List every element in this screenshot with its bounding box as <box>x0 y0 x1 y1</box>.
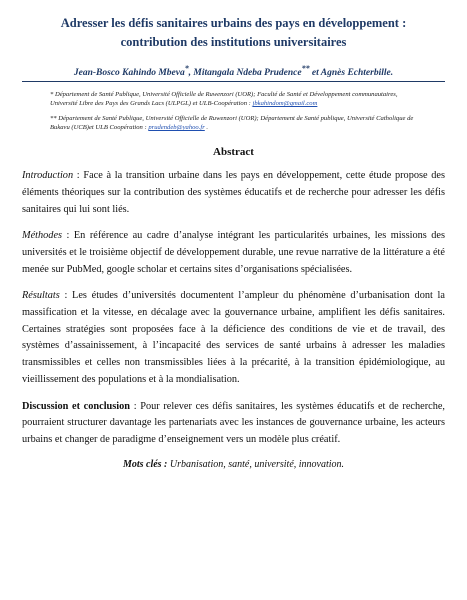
affiliation-1 <box>50 90 425 108</box>
discussion-label: Discussion et conclusion <box>22 400 131 412</box>
author-1: Jean-Bosco Kahindo Mbeva <box>73 68 185 79</box>
abstract-introduction <box>22 168 445 218</box>
author-2: Mitangala Ndeba Prudence <box>193 68 302 79</box>
affiliation-2 <box>50 114 425 132</box>
introduction-label: Introduction <box>22 170 74 182</box>
author-sep-1: , <box>188 68 194 79</box>
author-divider <box>22 81 445 82</box>
abstract-discussion <box>22 399 445 449</box>
author-list <box>22 63 445 79</box>
title-line-1: Adresser les défis sanitaires urbains des pays en développement : <box>60 16 407 30</box>
abstract-methodes <box>22 228 445 278</box>
abstract-heading: Abstract <box>213 146 254 159</box>
author-1-mark: * <box>184 64 189 73</box>
affiliation-1-email-link[interactable]: jbkahindom@gmail.com <box>252 100 318 108</box>
introduction-text: : Face à la transition urbaine dans les pays en développement, cette étude propose des éléments théoriques sur la contribution des systèmes éducatifs et de recherche pour adresser les défis sanitaires qui lui sont liés. <box>22 170 445 215</box>
keywords-text: Urbanisation, santé, université, innovation. <box>167 458 345 470</box>
discussion-text: : Pour relever ces défis sanitaires, les systèmes éducatifs et de recherche, pourraient structurer davantage les partenariats avec les instances de gouvernance urbaine, les acteurs urbains et changer de paradigme d’enseignement vers un modèle plus créatif. <box>22 400 445 445</box>
affiliation-1-text: * Département de Santé Publique, Université Officielle de Ruwenzori (UOR); Faculté de Santé et Développement communautaires, Université Libre des Pays des Grands Lacs (ULPGL) et ULB-Coopération : <box>50 91 398 108</box>
resultats-label: Résultats <box>22 290 60 302</box>
title-line-2: contribution des institutions universitaires <box>120 35 347 49</box>
affiliations <box>22 90 445 132</box>
author-sep-2: et <box>309 68 321 79</box>
abstract-resultats <box>22 288 445 388</box>
methodes-text: : En référence au cadre d’analyse intégrant les particularités urbaines, les missions des universités et le troisième objectif de développement durable, une revue narrative de la littérature a été menée sur PubMed, google scholar et certains sites d’organisations spécialisées. <box>22 230 445 275</box>
resultats-text: : Les études d’universités documentent l’ampleur du phénomène d’urbanisation dont la massification et la vitesse, en décalage avec la gouvernance urbaine, amplifient les défis sanitaires. Certaines stratégies sont proposées face à la déficience des conditions de vie et de travail, des systèmes d’assainissement, à l’incapacité des services de santé urbains à adresser les maladies transmissibles et celles non transmissibles liées à la précarité, à la transition épidémiologique, au vieillissement des populations et à la mondialisation. <box>22 290 445 385</box>
keywords <box>22 459 445 470</box>
keywords-label: Mots clés : <box>122 458 168 470</box>
author-3: Agnès Echterbille. <box>320 68 394 79</box>
paper-title <box>22 14 445 52</box>
affiliation-2-suffix: . <box>204 124 209 132</box>
author-2-mark: ** <box>301 64 310 73</box>
methodes-label: Méthodes <box>22 230 63 242</box>
affiliation-2-email-link[interactable]: prudendeb@yahoo.fr <box>148 124 205 132</box>
affiliation-2-text: ** Département de Santé Publique, Université Officielle de Ruwenzori (UOR); Département de Santé publique, Université Catholique de Bukavu (UCB)et ULB Coopération : <box>50 115 414 132</box>
